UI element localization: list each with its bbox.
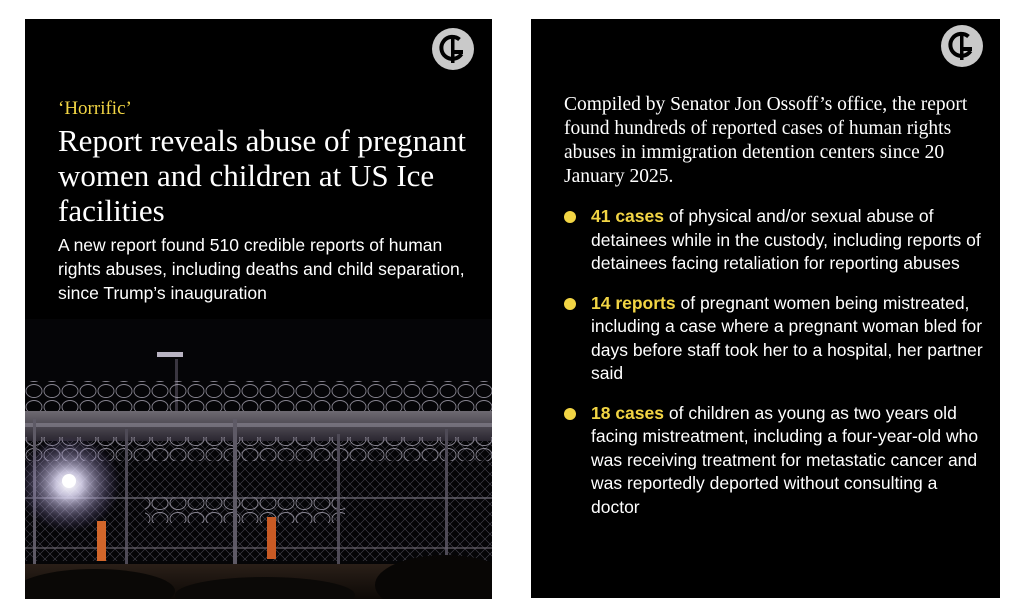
left-card [25,19,492,599]
bullet-list [564,205,984,535]
list-item [564,205,984,276]
standfirst: A new report found 510 credible reports of human rights abuses, including deaths and child separation, since Trump’s inauguration [58,235,465,303]
guardian-logo-icon [941,25,983,67]
guardian-logo-icon [432,28,474,70]
detention-fence-photo [25,319,492,599]
bullet-text: of physical and/or sexual abuse of detainees while in the custody, including reports of detainees facing retaliation for reporting abuses [591,206,981,273]
list-item [564,292,984,386]
right-card [531,19,1000,598]
intro-paragraph: Compiled by Senator Jon Ossoff’s office, the report found hundreds of reported cases of human rights abuses in immigration detention centers since 20 January 2025. [564,94,968,187]
kicker-label: ‘Horrific’ [58,98,132,119]
bullet-highlight: 14 reports [591,292,676,313]
bullet-dot-icon [564,211,576,223]
bullet-dot-icon [564,298,576,310]
bullet-highlight: 18 cases [591,402,664,423]
bullet-text: of pregnant women being mistreated, including a case where a pregnant woman bled for days before staff took her to a hospital, her partner said [591,292,983,383]
bullet-dot-icon [564,408,576,420]
bullet-text: of children as young as two years old facing mistreatment, including a four-year-old who was receiving treatment for metastatic cancer and was reportedly deported without consulting a doctor [591,402,979,517]
headline: Report reveals abuse of pregnant women and children at US Ice facilities [58,123,467,228]
list-item [564,402,984,520]
bullet-highlight: 41 cases [591,206,664,226]
